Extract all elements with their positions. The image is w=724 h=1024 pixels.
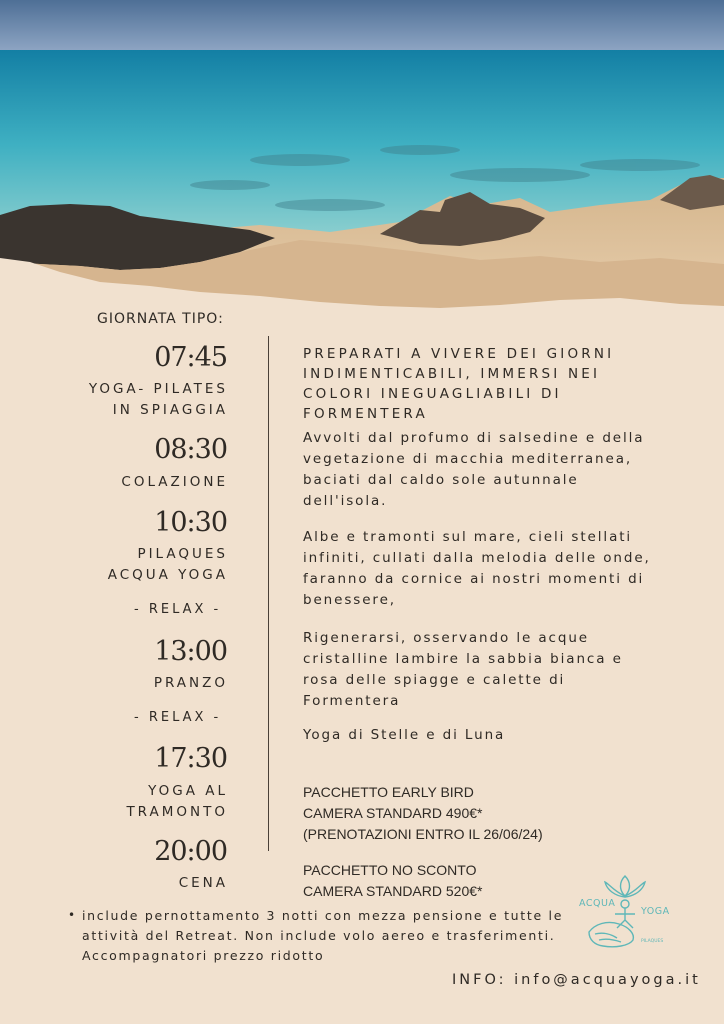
activity-1: YOGA- PILATES IN SPIAGGIA [88, 381, 228, 418]
logo-word-pilaques: PILAQUES [641, 939, 664, 944]
time-3: 10:30 [154, 507, 227, 538]
paragraph-2: Albe e tramonti sul mare, cieli stellati infiniti, cullati dalla melodia delle onde, faranno da cornice ai nostri momenti di benessere, [303, 529, 651, 608]
footnote: include pernottamento 3 notti con mezza pensione e tutte le attività del Retreat. Non include volo aereo e trasferimenti. Accompagnatori prezzo ridotto [82, 908, 564, 963]
logo-word-yoga: YOGA [641, 906, 670, 917]
activity-3: PILAQUES ACQUA YOGA [107, 546, 228, 583]
relax-label-1: - RELAX - [134, 602, 222, 617]
bullet-icon: • [68, 908, 76, 922]
paragraph-4: Yoga di Stelle e di Luna [303, 727, 506, 743]
time-5: 17:30 [154, 743, 227, 774]
paragraph-1: Avvolti dal profumo di salsedine e della vegetazione di macchia mediterranea, baciati dal caldo sole autunnale dell'isola. [303, 430, 645, 509]
schedule-label: GIORNATA TIPO: [97, 311, 224, 327]
time-4: 13:00 [154, 636, 227, 667]
package-early-bird: PACCHETTO EARLY BIRD CAMERA STANDARD 490€* (PRENOTAZIONI ENTRO IL 26/06/24) [303, 784, 543, 842]
acqua-yoga-logo [575, 870, 675, 954]
lotus-icon [605, 876, 645, 897]
time-6: 20:00 [154, 836, 227, 867]
vertical-divider [268, 336, 269, 851]
activity-6: CENA [178, 875, 228, 891]
logo-word-acqua: ACQUA [579, 898, 616, 909]
package-no-discount: PACCHETTO NO SCONTO CAMERA STANDARD 520€* [303, 862, 483, 899]
activity-5: YOGA AL TRAMONTO [126, 783, 228, 820]
paragraph-3: Rigenerarsi, osservando le acque cristalline lambire la sabbia bianca e rosa delle spiagge e calette di Formentera [303, 630, 623, 709]
activity-2: COLAZIONE [121, 474, 228, 490]
time-1: 07:45 [154, 342, 227, 373]
time-2: 08:30 [154, 434, 227, 465]
beach-photo [0, 0, 724, 320]
relax-label-2: - RELAX - [134, 710, 222, 725]
activity-4: PRANZO [153, 675, 228, 691]
intro-heading: PREPARATI A VIVERE DEI GIORNI INDIMENTICABILI, IMMERSI NEI COLORI INEGUAGLIABILI DI FORMENTERA [303, 346, 615, 422]
info-contact: INFO: info@acquayoga.it [452, 972, 701, 988]
